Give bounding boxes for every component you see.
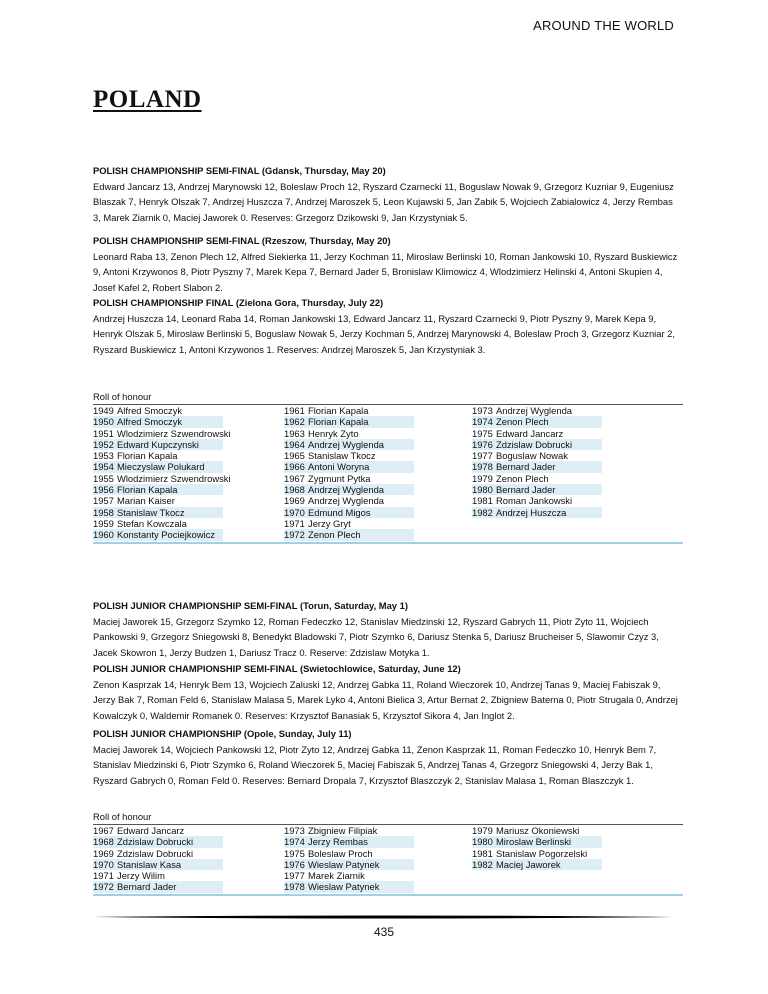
roll-year: 1952 [93,438,114,450]
country-heading: POLAND [93,86,202,113]
roll-column [472,825,602,870]
roll-rider-name: Stanislaw Kasa [117,858,182,870]
roll-rider-name: Zenon Plech [308,529,361,541]
roll-year: 1980 [472,836,493,848]
footer-swash-rule [93,914,673,920]
roll-rider-name: Zenon Plech [496,472,549,484]
roll-columns [93,405,683,542]
roll-rider-name: Andrzej Wyglenda [496,405,572,416]
roll-entry [284,461,414,472]
roll-year: 1951 [93,427,114,439]
roll-rider-name: Zdzislaw Dobrucki [496,438,573,450]
roll-entry [93,881,223,892]
roll-entry [472,859,602,870]
roll-column [284,825,414,893]
roll-rider-name: Florian Kapala [117,450,178,462]
roll-entry [93,518,223,529]
roll-rider-name: Wieslaw Patynek [308,881,380,893]
roll-entry [284,450,414,461]
roll-year: 1980 [472,484,493,496]
roll-year: 1973 [284,825,305,836]
roll-year: 1977 [284,870,305,882]
roll-rider-name: Bernard Jader [496,484,556,496]
roll-entry [472,507,602,518]
roll-rider-name: Wlodzimierz Szwendrowski [117,472,231,484]
result-section [93,163,683,225]
roll-year: 1973 [472,405,493,416]
roll-entry [93,450,223,461]
roll-year: 1967 [284,472,305,484]
roll-entry [284,507,414,518]
roll-year: 1970 [284,506,305,518]
roll-rider-name: Edmund Migos [308,506,371,518]
roll-year: 1961 [284,405,305,416]
roll-entry [284,484,414,495]
roll-rider-name: Edward Jancarz [117,825,185,836]
roll-year: 1977 [472,450,493,462]
roll-year: 1950 [93,416,114,428]
roll-entry [93,836,223,847]
roll-rider-name: Bernard Jader [496,461,556,473]
result-section [93,661,683,723]
roll-entry [284,529,414,540]
running-header: AROUND THE WORLD [533,18,674,33]
roll-year: 1965 [284,450,305,462]
roll-year: 1982 [472,858,493,870]
roll-year: 1976 [472,438,493,450]
result-section [93,233,683,295]
section-body: Edward Jancarz 13, Andrzej Marynowski 12, Boleslaw Proch 12, Ryszard Czarnecki 11, Boguslaw Nowak 9, Grzegorz Kuzniar 9, Eugeniusz Blaszak 7, Henryk Olszak 7, Andrzej Huszcza 7, Andrzej Maroszek 5, Leon Kujawski 5, Jan Zabik 5, Wojciech Zabialowicz 4, Jerzy Rembas 3, Marek Ziarnik 0, Maciej Jaworek 0. Reserves: Grzegorz Dzikowski 9, Jan Krzystyniak 5. [93,180,674,223]
roll-column [93,825,223,893]
roll-rider-name: Jerzy Rembas [308,836,368,848]
roll-year: 1958 [93,506,114,518]
section-body: Andrzej Huszcza 14, Leonard Raba 14, Roman Jankowski 13, Edward Jancarz 11, Ryszard Czarnecki 9, Piotr Pyszny 9, Marek Kepa 9, Henryk Olszak 5, Miroslaw Berlinski 5, Boguslaw Nowak 5, Jerzy Kochman 5, Andrzej Marynowski 4, Boleslaw Proch 3, Grzegorz Kuzniar 2, Ryszard Buskiewicz 1, Antoni Krzywonos 1. Reserves: Andrzej Maroszek 5, Jan Krzystyniak 3. [93,312,675,355]
roll-entry [472,836,602,847]
roll-entry [284,848,414,859]
roll-year: 1963 [284,427,305,439]
roll-rider-name: Zdzislaw Dobrucki [117,836,194,848]
roll-year: 1966 [284,461,305,473]
roll-entry [284,495,414,506]
roll-entry [93,416,223,427]
roll-of-honour-junior [93,810,683,894]
roll-entry [284,825,414,836]
roll-entry [472,484,602,495]
roll-year: 1975 [284,847,305,859]
roll-entry [284,870,414,881]
roll-entry [284,416,414,427]
roll-rider-name: Wieslaw Patynek [308,858,380,870]
roll-entry [93,870,223,881]
roll-rider-name: Konstanty Pociejkowicz [117,529,215,541]
roll-entry [284,859,414,870]
roll-entry [472,461,602,472]
roll-rider-name: Alfred Smoczyk [117,405,183,416]
roll-rider-name: Bernard Jader [117,881,177,893]
roll-entry [284,439,414,450]
roll-entry [93,461,223,472]
section-body: Zenon Kasprzak 14, Henryk Bem 13, Wojciech Zaluski 12, Andrzej Gabka 11, Roland Wieczorek 10, Andrzej Tanas 9, Maciej Fabiszak 9, Jerzy Bak 7, Roman Feld 6, Stanislaw Malasa 5, Marek Lyko 4, Antoni Bielica 3, Artur Bernat 2, Zbigniew Baterna 0, Piotr Strugala 0, Andrzej Kowalczyk 0, Waldemir Romanek 0. Reserves: Krzysztof Banasiak 5, Krzysztof Sikora 4, Jan Inglot 2. [93,678,678,721]
roll-entry [284,473,414,484]
roll-rider-name: Edward Jancarz [496,427,564,439]
roll-entry [284,518,414,529]
roll-year: 1964 [284,438,305,450]
roll-year: 1978 [472,461,493,473]
roll-year: 1956 [93,484,114,496]
roll-entry [93,427,231,439]
roll-rider-name: Stefan Kowczala [117,517,187,529]
roll-year: 1978 [284,881,305,893]
roll-year: 1976 [284,858,305,870]
roll-entry [93,405,223,416]
roll-year: 1957 [93,495,114,507]
roll-rider-name: Boguslaw Nowak [496,450,568,462]
section-title: POLISH JUNIOR CHAMPIONSHIP (Opole, Sunday, July 11) [93,728,352,739]
roll-rider-name: Andrzej Wyglenda [308,484,384,496]
roll-entry [284,881,414,892]
roll-bottom-rule [93,894,683,896]
section-title: POLISH CHAMPIONSHIP FINAL (Zielona Gora, Thursday, July 22) [93,297,384,308]
roll-rider-name: Andrzej Wyglenda [308,495,384,507]
roll-rider-name: Stanislaw Tkocz [117,506,185,518]
section-title: POLISH CHAMPIONSHIP SEMI-FINAL (Gdansk, Thursday, May 20) [93,165,386,176]
roll-year: 1979 [472,825,493,836]
roll-entry [93,859,223,870]
roll-year: 1960 [93,529,114,541]
result-section [93,295,683,357]
roll-year: 1974 [472,416,493,428]
roll-year: 1967 [93,825,114,836]
roll-year: 1969 [93,847,114,859]
roll-rider-name: Florian Kapala [308,405,369,416]
roll-year: 1971 [93,870,114,882]
roll-rider-name: Zygmunt Pytka [308,472,371,484]
roll-year: 1968 [284,484,305,496]
roll-rider-name: Zbigniew Filipiak [308,825,378,836]
roll-year: 1969 [284,495,305,507]
roll-year: 1979 [472,472,493,484]
roll-entry [93,484,223,495]
roll-rider-name: Zenon Plech [496,416,549,428]
roll-year: 1968 [93,836,114,848]
roll-entry [93,507,223,518]
roll-year: 1971 [284,517,305,529]
roll-year: 1962 [284,416,305,428]
roll-rider-name: Mariusz Okoniewski [496,825,580,836]
roll-rider-name: Andrzej Wyglenda [308,438,384,450]
roll-rider-name: Marek Ziarnik [308,870,365,882]
roll-rider-name: Roman Jankowski [496,495,573,507]
roll-year: 1982 [472,506,493,518]
roll-rider-name: Antoni Woryna [308,461,370,473]
result-section [93,726,683,788]
roll-entry [284,428,414,439]
roll-entry [472,825,602,836]
roll-label: Roll of honour [93,811,152,822]
section-body: Maciej Jaworek 14, Wojciech Pankowski 12, Piotr Zyto 12, Andrzej Gabka 11, Zenon Kasprzak 11, Roman Fedeczko 10, Henryk Bem 7, Stanislav Miedzinski 6, Piotr Szymko 6, Roland Wieczorek 5, Maciej Fabiszak 5, Andrzej Tanas 4, Grzegorz Sniegowski 4, Jerzy Bak 1, Ryszard Gabrych 0, Roman Feld 0. Reserves: Bernard Dropala 7, Krzysztof Blaszczyk 2, Stanislav Malasa 1, Roman Blaszczyk 1. [93,743,657,786]
roll-rider-name: Stanislaw Pogorzelski [496,847,588,859]
roll-rider-name: Stanislaw Tkocz [308,450,376,462]
roll-rider-name: Miroslaw Berlinski [496,836,572,848]
roll-rider-name: Zdzislaw Dobrucki [117,847,194,859]
roll-year: 1972 [284,529,305,541]
roll-rider-name: Alfred Smoczyk [117,416,183,428]
page-number: 435 [373,925,395,939]
roll-rider-name: Jerzy Wilim [117,870,165,882]
roll-rider-name: Jerzy Gryt [308,517,351,529]
roll-entry [93,529,223,540]
roll-rider-name: Edward Kupczynski [117,438,199,450]
roll-year: 1959 [93,517,114,529]
roll-entry [93,495,223,506]
section-title: POLISH CHAMPIONSHIP SEMI-FINAL (Rzeszow, Thursday, May 20) [93,235,391,246]
roll-columns [93,825,683,894]
roll-entry [93,472,231,484]
roll-year: 1975 [472,427,493,439]
roll-rider-name: Henryk Zyto [308,427,359,439]
roll-entry [472,439,602,450]
roll-entry [284,405,414,416]
roll-rider-name: Florian Kapala [117,484,178,496]
roll-year: 1970 [93,858,114,870]
roll-rider-name: Maciej Jaworek [496,858,561,870]
roll-bottom-rule [93,542,683,544]
roll-rider-name: Marian Kaiser [117,495,175,507]
roll-rider-name: Florian Kapala [308,416,369,428]
roll-rider-name: Wlodzimierz Szwendrowski [117,427,231,439]
roll-entry [93,848,223,859]
roll-year: 1953 [93,450,114,462]
roll-rider-name: Mieczyslaw Polukard [117,461,205,473]
roll-entry [472,848,602,859]
section-body: Maciej Jaworek 15, Grzegorz Szymko 12, Roman Fedeczko 12, Stanislav Miedzinski 12, Ryszard Gabrych 11, Piotr Zyto 11, Wojciech Pankowski 9, Grzegorz Sniegowski 8, Benedykt Bladowski 7, Piotr Szymko 6, Dariusz Stenka 5, Dariusz Brucheiser 5, Slawomir Czyz 3, Jacek Skowron 1, Jerzy Budzen 1, Dariusz Tracz 0. Reserve: Zdzislaw Motyka 1. [93,615,659,658]
roll-column [472,405,602,518]
roll-year: 1955 [93,472,114,484]
roll-year: 1981 [472,495,493,507]
result-section [93,598,683,660]
roll-entry [472,405,602,416]
roll-entry [93,439,223,450]
roll-entry [472,495,602,506]
roll-year: 1949 [93,405,114,416]
roll-entry [472,428,602,439]
roll-column [93,405,231,541]
roll-year: 1954 [93,461,114,473]
section-title: POLISH JUNIOR CHAMPIONSHIP SEMI-FINAL (Torun, Saturday, May 1) [93,600,408,611]
section-title: POLISH JUNIOR CHAMPIONSHIP SEMI-FINAL (Swietochlowice, Saturday, June 12) [93,663,461,674]
roll-of-honour-senior [93,390,683,542]
roll-rider-name: Andrzej Huszcza [496,506,567,518]
roll-entry [472,416,602,427]
roll-rider-name: Boleslaw Proch [308,847,373,859]
roll-year: 1974 [284,836,305,848]
roll-year: 1972 [93,881,114,893]
roll-entry [472,473,602,484]
roll-column [284,405,414,541]
roll-entry [93,825,223,836]
roll-year: 1981 [472,847,493,859]
roll-label: Roll of honour [93,391,152,402]
section-body: Leonard Raba 13, Zenon Plech 12, Alfred Siekierka 11, Jerzy Kochman 11, Miroslaw Berlinski 10, Roman Jankowski 10, Ryszard Buskiewicz 9, Antoni Krzywonos 8, Piotr Pyszny 7, Marek Kepa 7, Bernard Jader 5, Bronislaw Klimowicz 4, Wlodzimierz Helinski 4, Antoni Skupien 4, Josef Kafel 2, Robert Slabon 2. [93,250,678,293]
roll-entry [284,836,414,847]
roll-entry [472,450,602,461]
